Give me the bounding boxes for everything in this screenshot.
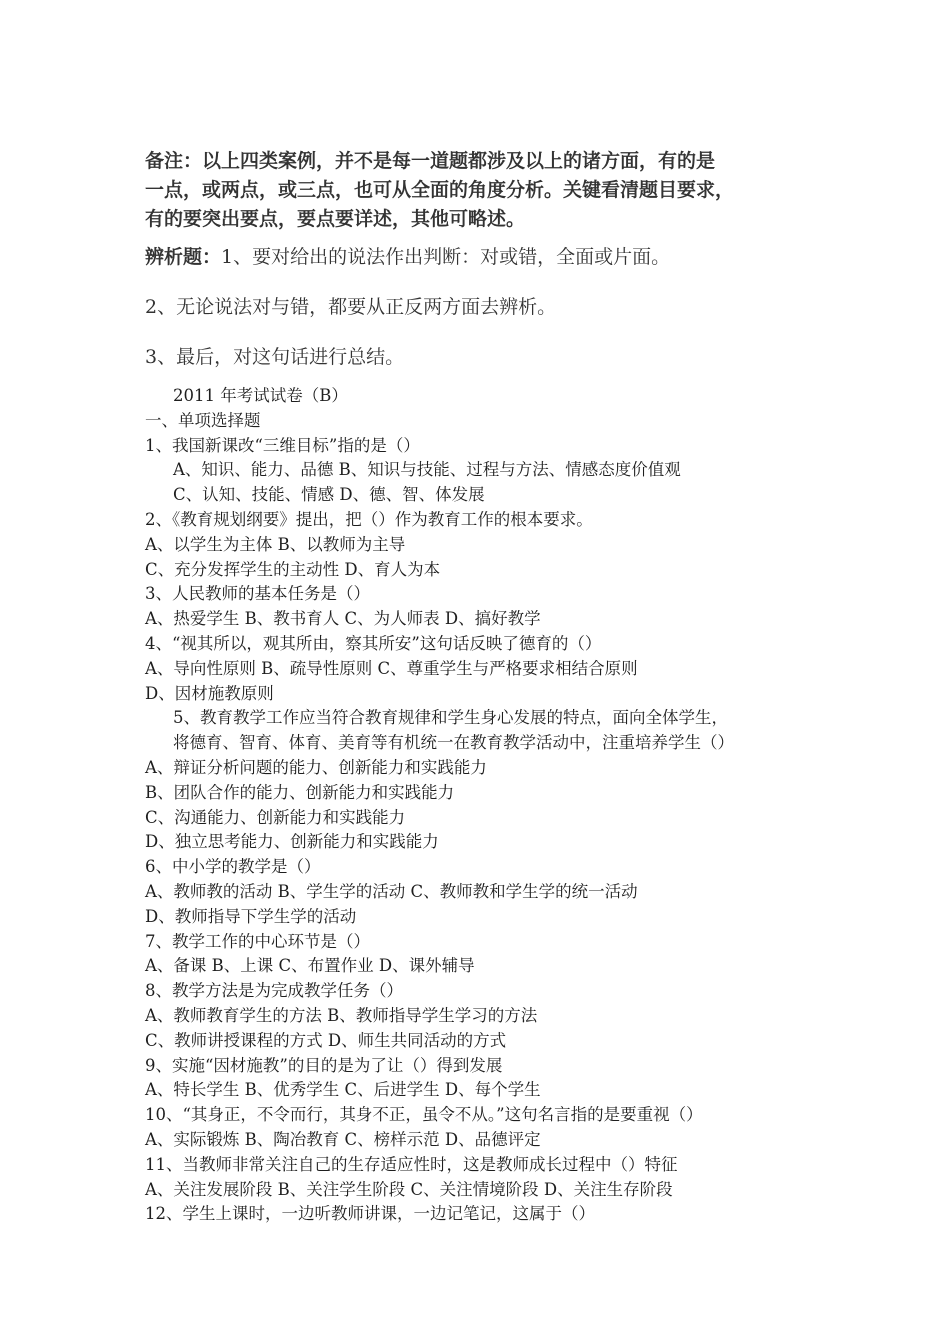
option-line: C、充分发挥学生的主动性 D、育人为本 (145, 559, 441, 579)
question-line: 1、我国新课改“三维目标”指的是（） (145, 435, 420, 455)
question-line: 3、人民教师的基本任务是（） (145, 584, 370, 604)
exam-section-heading: 一、单项选择题 (145, 410, 261, 430)
document-page (145, 147, 825, 1227)
option-line: C、沟通能力、创新能力和实践能力 (145, 807, 406, 827)
question-line: 4、“视其所以，观其所由，察其所安”这句话反映了德育的（） (145, 633, 602, 653)
question-line: 8、教学方法是为完成教学任务（） (145, 981, 403, 1001)
option-line: A、知识、能力、品德 B、知识与技能、过程与方法、情感态度价值观 (173, 460, 681, 480)
option-line: D、独立思考能力、创新能力和实践能力 (145, 832, 439, 852)
option-line: A、实际锻炼 B、陶冶教育 C、榜样示范 D、品德评定 (145, 1129, 541, 1149)
option-line: A、辩证分析问题的能力、创新能力和实践能力 (145, 757, 487, 777)
note-line: 一点，或两点，或三点，也可从全面的角度分析。关键看清题目要求， (145, 179, 735, 201)
note-paragraph (145, 147, 825, 234)
note-line: 有的要突出要点，要点要详述，其他可略述。 (145, 208, 526, 230)
note-line: 备注：以上四类案例，并不是每一道题都涉及以上的诸方面，有的是 (145, 150, 716, 172)
analysis-item-1 (145, 244, 825, 270)
analysis-section (145, 244, 825, 370)
question-line: 9、实施“因材施教”的目的是为了让（）得到发展 (145, 1055, 503, 1075)
option-line: A、特长学生 B、优秀学生 C、后进学生 D、每个学生 (145, 1080, 541, 1100)
option-line: A、热爱学生 B、教书育人 C、为人师表 D、搞好教学 (145, 609, 541, 629)
option-line: A、关注发展阶段 B、关注学生阶段 C、关注情境阶段 D、关注生存阶段 (145, 1179, 673, 1199)
option-line: D、因材施教原则 (145, 683, 274, 703)
analysis-text: 1、要对给出的说法作出判断：对或错，全面或片面。 (221, 246, 671, 268)
option-line: A、教师教育学生的方法 B、教师指导学生学习的方法 (145, 1005, 538, 1025)
exam-section (145, 384, 825, 1227)
question-line: 10、“其身正，不令而行，其身不正，虽令不从。”这句名言指的是要重视（） (145, 1105, 703, 1125)
option-line: A、以学生为主体 B、以教师为主导 (145, 534, 406, 554)
question-line: 11、当教师非常关注自己的生存适应性时，这是教师成长过程中（）特征 (145, 1154, 678, 1174)
option-line: C、教师讲授课程的方式 D、师生共同活动的方式 (145, 1030, 507, 1050)
option-line: B、团队合作的能力、创新能力和实践能力 (145, 782, 455, 802)
option-line: C、认知、技能、情感 D、德、智、体发展 (173, 485, 485, 505)
exam-title: 2011 年考试试卷（B） (173, 386, 348, 405)
question-line: 7、教学工作的中心环节是（） (145, 931, 370, 951)
analysis-item-3: 3、最后，对这句话进行总结。 (145, 346, 405, 368)
question-line: 5、教育教学工作应当符合教育规律和学生身心发展的特点，面向全体学生， (173, 708, 728, 728)
option-line: A、导向性原则 B、疏导性原则 C、尊重学生与严格要求相结合原则 (145, 658, 638, 678)
question-line: 2、《教育规划纲要》提出，把（）作为教育工作的根本要求。 (145, 509, 593, 529)
question-line: 将德育、智育、体育、美育等有机统一在教育教学活动中，注重培养学生（） (173, 733, 734, 753)
analysis-item-2: 2、无论说法对与错，都要从正反两方面去辨析。 (145, 296, 557, 318)
question-line: 12、学生上课时，一边听教师讲课，一边记笔记，这属于（） (145, 1204, 595, 1224)
question-line: 6、中小学的教学是（） (145, 857, 321, 877)
option-line: A、备课 B、上课 C、布置作业 D、课外辅导 (145, 956, 475, 976)
option-line: D、教师指导下学生学的活动 (145, 906, 357, 926)
analysis-label: 辨析题： (145, 246, 222, 268)
option-line: A、教师教的活动 B、学生学的活动 C、教师教和学生学的统一活动 (145, 881, 638, 901)
